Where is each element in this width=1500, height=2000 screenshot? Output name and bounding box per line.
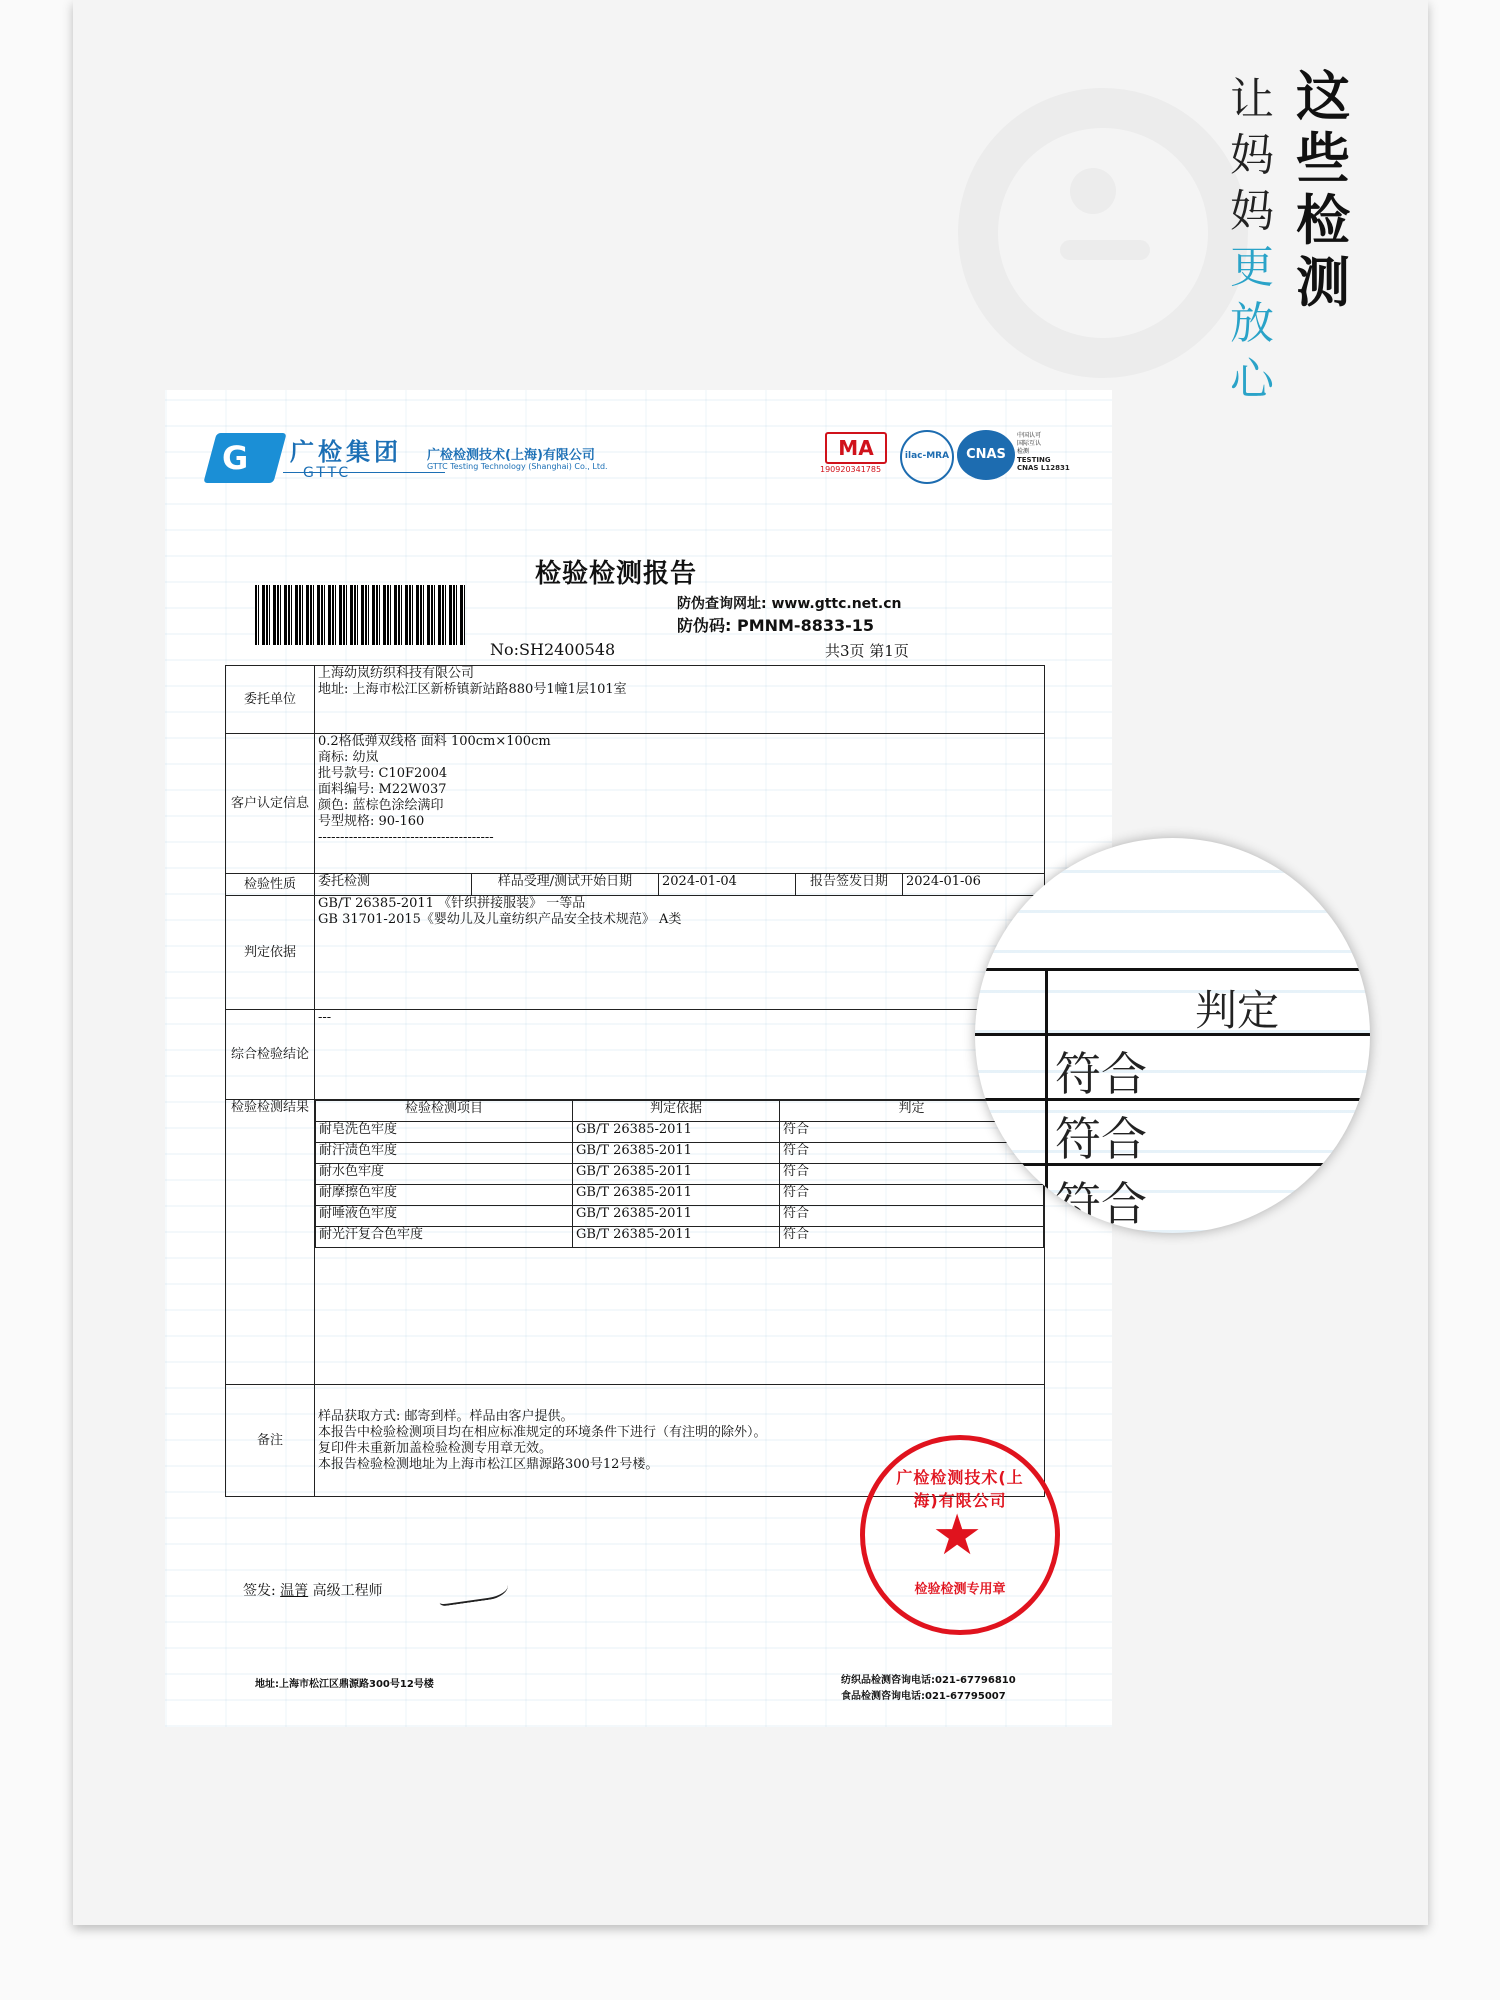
- zoom-cell: 符合: [1055, 1177, 1147, 1231]
- org-name-en: GTTC: [303, 465, 352, 481]
- divider: [975, 1033, 1370, 1036]
- table-row: 耐水色牢度 GB/T 26385-2011 符合: [316, 1164, 1044, 1185]
- notes-value: 样品获取方式: 邮寄到样。样品由客户提供。 本报告中检验检测项目均在相应标准规定的环境条件下进行（有注明的除外）。 复印件未重新加盖检验检测专用章无效。 本报告检验检测地址为上海市松江区鼎源路300号12号楼。: [315, 1385, 1045, 1497]
- conclusion-value: ---: [315, 1010, 1045, 1100]
- test-report-document: [165, 390, 1112, 1727]
- nature-value: 委托检测: [315, 874, 472, 896]
- client-value: 上海幼岚纺织科技有限公司 地址: 上海市松江区新桥镇新站路880号1幢1层101室: [315, 666, 1045, 734]
- table-row: 耐汗渍色牢度 GB/T 26385-2011 符合: [316, 1143, 1044, 1164]
- table-row: 耐摩擦色牢度 GB/T 26385-2011 符合: [316, 1185, 1044, 1206]
- conclusion-label: 综合检验结论: [226, 1010, 315, 1100]
- watermark-smile-icon: [958, 88, 1248, 378]
- client-label: 委托单位: [226, 666, 315, 734]
- company-name-en: GTTC Testing Technology (Shanghai) Co., Ltd.: [427, 462, 608, 471]
- footer-address: 地址:上海市松江区鼎源路300号12号楼: [255, 1679, 434, 1690]
- divider: [975, 968, 1370, 971]
- zoom-header: 判定: [1195, 986, 1280, 1035]
- cma-number: 190920341785: [820, 465, 882, 474]
- results-header: 检验检测项目: [316, 1101, 573, 1122]
- seal-ring-text: 广检检测技术(上海)有限公司: [896, 1468, 1024, 1510]
- issued-value: 2024-01-06: [903, 874, 1045, 896]
- verify-url: 防伪查询网址: www.gttc.net.cn: [677, 596, 902, 612]
- nature-label: 检验性质: [226, 874, 315, 896]
- cnas-logo-icon: CNAS: [957, 430, 1015, 480]
- signoff-name: 温箐: [280, 1583, 309, 1599]
- headline-char-accent: 放: [1230, 298, 1274, 349]
- magnifier-callout: [975, 838, 1370, 1233]
- cma-logo-icon: MA: [825, 432, 887, 464]
- divider: [975, 1163, 1370, 1166]
- official-seal-stamp: [860, 1435, 1060, 1635]
- issued-label: 报告签发日期: [796, 874, 903, 896]
- signoff-title: 高级工程师: [312, 1583, 383, 1599]
- zoom-cell: 符合: [1055, 1112, 1147, 1166]
- table-row: 耐唾液色牢度 GB/T 26385-2011 符合: [316, 1206, 1044, 1227]
- results-cell: [315, 1100, 1045, 1385]
- sample-label: 客户认定信息: [226, 734, 315, 874]
- basis-label: 判定依据: [226, 896, 315, 1010]
- received-value: 2024-01-04: [659, 874, 796, 896]
- report-number: No:SH2400548: [490, 640, 616, 659]
- watermark-dash: [1060, 240, 1150, 260]
- headline-char-accent: 更: [1230, 242, 1274, 293]
- headline-char: 些: [1296, 127, 1350, 190]
- divider: [975, 1098, 1370, 1101]
- company-name-cn: 广检检测技术(上海)有限公司: [427, 448, 595, 463]
- gttc-logo-icon: G: [203, 433, 286, 483]
- barcode-icon: [255, 585, 465, 645]
- headline-bold: [1296, 66, 1360, 314]
- headline-char: 让: [1230, 74, 1274, 125]
- headline-char: 测: [1296, 251, 1350, 314]
- star-icon: ★: [932, 1503, 983, 1568]
- page-info: 共3页 第1页: [825, 642, 909, 660]
- headline-char: 妈: [1230, 130, 1274, 181]
- notes-label: 备注: [226, 1385, 315, 1497]
- headline-light: [1222, 72, 1282, 408]
- cnas-text: 中国认可 国际互认 检测 TESTING CNAS L12831: [1017, 432, 1070, 472]
- table-row: 耐皂洗色牢度 GB/T 26385-2011 符合: [316, 1122, 1044, 1143]
- headline-char: 检: [1296, 189, 1350, 252]
- seal-bottom-text: 检验检测专用章: [914, 1582, 1006, 1597]
- sample-value: 0.2格低弹双线格 面料 100cm×100cm 商标: 幼岚 批号款号: C10F2004 面料编号: M22W037 颜色: 蓝棕色涂绘满印 号型规格: 90-160 ----------------------------------------: [315, 734, 1045, 874]
- results-table: [315, 1100, 1044, 1248]
- basis-value: GB/T 26385-2011 《针织拼接服装》 一等品 GB 31701-2015《婴幼儿及儿童纺织产品安全技术规范》 A类: [315, 896, 1045, 1010]
- report-table: [225, 665, 1045, 1497]
- ilac-logo-icon: ilac-MRA: [900, 430, 954, 484]
- signoff-label: 签发:: [243, 1583, 276, 1599]
- zoom-cell: 符合: [1055, 1047, 1147, 1101]
- handwritten-signature: [435, 1557, 510, 1606]
- table-row: 耐光汗复合色牢度 GB/T 26385-2011 符合: [316, 1227, 1044, 1248]
- received-label: 样品受理/测试开始日期: [472, 874, 659, 896]
- signoff: [243, 1580, 383, 1600]
- results-header: 判定依据: [573, 1101, 780, 1122]
- footer-phones: 纺织品检测咨询电话:021-67796810 食品检测咨询电话:021-67795007: [841, 1675, 1016, 1702]
- results-label: 检验检测结果: [226, 1100, 315, 1385]
- divider: [1045, 968, 1048, 1228]
- org-name-cn: 广检集团: [290, 438, 402, 466]
- verify-code: 防伪码: PMNM-8833-15: [677, 616, 875, 635]
- headline-char-accent: 心: [1230, 354, 1274, 405]
- watermark-dot: [1070, 168, 1116, 214]
- report-title: 检验检测报告: [535, 559, 698, 589]
- results-header: 判定: [780, 1101, 1044, 1122]
- headline-char: 这: [1296, 65, 1350, 128]
- headline-char: 妈: [1230, 186, 1274, 237]
